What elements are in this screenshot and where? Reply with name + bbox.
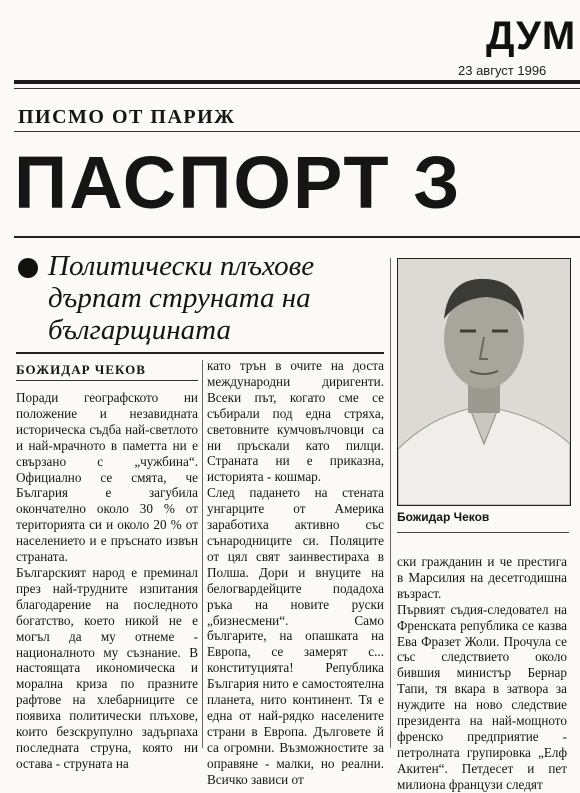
issue-date: 23 август 1996 xyxy=(458,63,547,78)
author-byline: БОЖИДАР ЧЕКОВ xyxy=(16,362,146,377)
column-divider xyxy=(390,258,391,748)
masthead-rule xyxy=(14,80,580,84)
subhead-bullet xyxy=(18,258,38,278)
photo-caption: Божидар Чеков xyxy=(397,510,490,524)
section-kicker: ПИСМО ОТ ПАРИЖ xyxy=(18,106,236,128)
author-photo xyxy=(397,258,571,506)
author-portrait-image xyxy=(398,259,570,505)
main-headline: ПАСПОРТ З xyxy=(14,141,462,224)
article-column-3: ски гражданин и че престига в Марсилия на десетгодишна възраст. Първият съдия-следовател на Френската република се казва Ева Фразет Жоли. Прочула се със следствието около бившия министър Бернар Тапи, тя вкара в затвора за нуждите на ново следствие президента на най-мощното френско предприятие - петролната групировка „Елф Акитен“. Петдесет и пет милиона французи следят xyxy=(397,554,567,792)
newspaper-masthead: ДУМ xyxy=(486,14,577,58)
caption-rule xyxy=(397,532,569,533)
kicker-rule xyxy=(14,131,580,132)
byline-underline xyxy=(16,380,198,381)
column-divider xyxy=(202,360,203,748)
article-column-2: като трън в очите на доста международни диригенти. Всеки път, когато сме се събирали под една стряха, световните кумчовълчовци са ни пръскали като пилци. Страната ни е приказна, историята - кошмар. След падането на стената унгарците от Америка заработиха активно със сънародниците си. Поляците от цял свят заинвестираха в Полша. Дори и внуците на белогвардейците подадоха ръка на новите руски „бизнесмени“. Само българите, на опашката на Европа, се замерят с... конституцията! Република България нито е самостоятелна планета, нито континент. Тя е една от най-рядко населените страни в Европа. Дълговете й са огромни. Възможностите за оправяне - малки, но реални. Всичко зависи от xyxy=(207,358,384,787)
masthead-rule-thin xyxy=(14,88,580,89)
article-subhead: Политически плъхове дърпат струната на българщината xyxy=(48,250,315,346)
byline-rule xyxy=(16,352,384,354)
article-column-1: Поради географското ни положение и незавидната историческа съдба най-светлото и най-мрачното в паметта ни е свързано с „чужбина“. Официално се смята, че България е загубила окончателно около 30 % от територията си и около 20 % от населението и е пръснато извън страната. Българският народ е преминал през най-трудните изпитания благодарение на последното богатство, което никой не е могъл да му отнеме - националното му съзнание. В настоящата икономическа и морална криза по празните рафтове на хлебарниците се появиха политически плъхове, които безскрупулно задърпаха последната струна, която ни остава - струната на xyxy=(16,390,198,771)
headline-rule xyxy=(14,236,580,238)
